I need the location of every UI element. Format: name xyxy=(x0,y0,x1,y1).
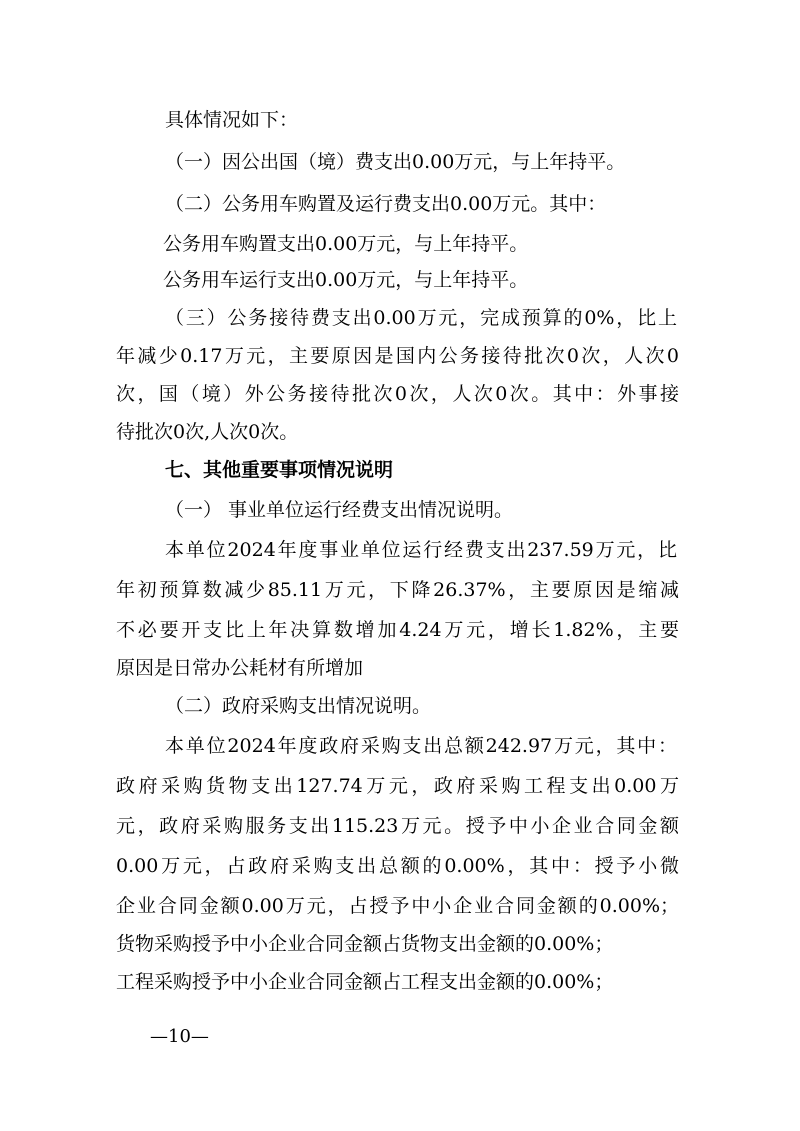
paragraph-line: 货物采购授予中小企业合同金额占货物支出金额的0.00%； xyxy=(116,933,614,955)
paragraph-line: 本单位2024年度政府采购支出总额242.97万元，其中： xyxy=(165,735,677,757)
paragraph-line: 本单位2024年度事业单位运行经费支出237.59万元，比 xyxy=(165,539,677,561)
subsection-heading: （二）政府采购支出情况说明。 xyxy=(165,695,432,717)
section-heading: 七、其他重要事项情况说明 xyxy=(165,459,394,481)
paragraph-line: 年初预算数减少85.11万元，下降26.37%，主要原因是缩减 xyxy=(116,579,679,601)
paragraph-line: 次，国（境）外公务接待批次0次，人次0次。其中：外事接 xyxy=(116,383,679,405)
paragraph-line: （一）因公出国（境）费支出0.00万元，与上年持平。 xyxy=(165,151,626,173)
paragraph-line: 不必要开支比上年决算数增加4.24万元，增长1.82%，主要 xyxy=(116,619,679,641)
paragraph-line: 具体情况如下： xyxy=(165,109,299,131)
subsection-heading: （一） 事业单位运行经费支出情况说明。 xyxy=(165,499,514,521)
paragraph-line: 政府采购货物支出127.74万元，政府采购工程支出0.00万 xyxy=(116,775,679,797)
paragraph-line: 待批次0次,人次0次。 xyxy=(116,421,299,443)
paragraph-line: 工程采购授予中小企业合同金额占工程支出金额的0.00%； xyxy=(116,971,614,993)
paragraph-line: 公务用车运行支出0.00万元，与上年持平。 xyxy=(163,269,529,291)
paragraph-line: 企业合同金额0.00万元，占授予中小企业合同金额的0.00%； xyxy=(116,895,679,917)
paragraph-line: 元，政府采购服务支出115.23万元。授予中小企业合同金额 xyxy=(116,815,679,837)
page-number: —10— xyxy=(150,1026,209,1047)
paragraph-line: 0.00万元，占政府采购支出总额的0.00%，其中：授予小微 xyxy=(116,855,679,877)
paragraph-line: 原因是日常办公耗材有所增加 xyxy=(116,657,364,679)
paragraph-line: （二）公务用车购置及运行费支出0.00万元。其中： xyxy=(165,193,607,215)
paragraph-line: （三）公务接待费支出0.00万元，完成预算的0%，比上 xyxy=(165,307,677,329)
paragraph-line: 年减少0.17万元，主要原因是国内公务接待批次0次，人次0 xyxy=(116,345,679,367)
paragraph-line: 公务用车购置支出0.00万元，与上年持平。 xyxy=(163,233,529,255)
